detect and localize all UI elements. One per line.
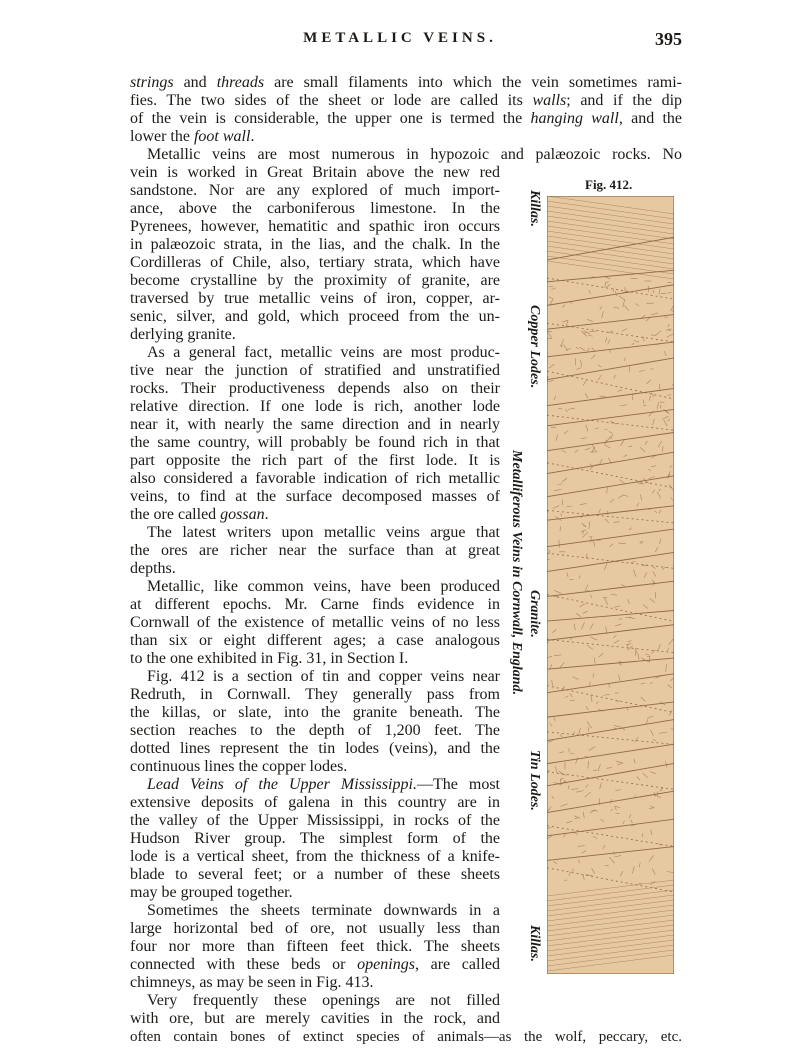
body-line: may be grouped together. (130, 884, 293, 901)
body-line: at different epochs. Mr. Carne finds evidence in (130, 596, 500, 613)
body-line: senic, silver, and gold, which proceed from the un- (130, 308, 500, 325)
body-line: fies. The two sides of the sheet or lode are called its walls; and if the dip (130, 92, 683, 109)
figure-side-title: Metalliferous Veins in Cornwall, England. (509, 450, 524, 696)
body-line: large horizontal bed of ore, not usually less than (130, 920, 500, 937)
body-line: lode is a vertical sheet, from the thickness of a knife- (130, 848, 500, 865)
body-line: become crystalline by the proximity of granite, are (130, 272, 500, 289)
body-line: the killas, or slate, into the granite beneath. The (130, 704, 500, 721)
label-granite: Granite. (527, 590, 542, 638)
body-line: Metallic, like common veins, have been produced (147, 578, 500, 595)
body-line: continuous lines the copper lodes. (130, 758, 348, 775)
body-line: chimneys, as may be seen in Fig. 413. (130, 974, 374, 991)
body-line: tive near the junction of stratified and unstratified (130, 362, 500, 379)
body-line: section reaches to the depth of 1,200 feet. The (130, 722, 500, 739)
body-line: in palæozoic strata, in the lias, and the chalk. In the (130, 236, 500, 253)
body-line: strings and threads are small filaments into which the vein sometimes rami- (130, 74, 682, 91)
body-line: depths. (130, 560, 176, 577)
body-line: the valley of the Upper Mississippi, in rocks of the (130, 812, 500, 829)
body-line: the ore called gossan. (130, 506, 269, 523)
body-line: Pyrenees, however, hematitic and spathic iron occurs (130, 218, 500, 235)
body-line: extensive deposits of galena in this country are in (130, 794, 500, 811)
body-line: traversed by true metallic veins of iron, copper, ar- (130, 290, 500, 307)
label-killas-top: Killas. (527, 190, 542, 227)
running-title: METALLIC VEINS. (303, 30, 497, 46)
body-line: Very frequently these openings are not filled (147, 992, 500, 1009)
section-background (547, 196, 674, 974)
geological-section-figure (547, 196, 674, 974)
label-tin-lodes: Tin Lodes. (527, 750, 542, 811)
body-line: sandstone. Nor are any explored of much import- (130, 182, 500, 199)
body-line: relative direction. If one lode is rich, another lode (130, 398, 500, 415)
body-line: Metallic veins are most numerous in hypozoic and palæozoic rocks. No (147, 146, 682, 163)
body-line: Redruth, in Cornwall. They generally pass from (130, 686, 500, 703)
body-line: to the one exhibited in Fig. 31, in Section I. (130, 650, 409, 667)
body-line: also considered a favorable indication of rich metallic (130, 470, 500, 487)
body-line: Hudson River group. The simplest form of the (130, 830, 500, 847)
body-line: with ore, but are merely cavities in the rock, and (130, 1010, 500, 1027)
body-line: lower the foot wall. (130, 128, 255, 145)
body-line: the same country, will probably be found rich in that (130, 434, 500, 451)
body-line: of the vein is considerable, the upper one is termed the hanging wall, and the (130, 110, 682, 127)
body-line: Fig. 412 is a section of tin and copper veins near (147, 668, 500, 685)
body-line: part opposite the rich part of the first lode. It is (130, 452, 500, 469)
body-line: Lead Veins of the Upper Mississippi.—The most (147, 776, 500, 793)
body-line: Sometimes the sheets terminate downwards in a (147, 902, 500, 919)
body-line: ance, above the carboniferous limestone. In the (130, 200, 500, 217)
body-line: blade to several feet; or a number of these sheets (130, 866, 500, 883)
body-line: vein is worked in Great Britain above the new red (130, 164, 500, 181)
body-line: the ores are richer near the surface than at great (130, 542, 500, 559)
body-line: four nor more than fifteen feet thick. The sheets (130, 938, 500, 955)
body-line: than six or eight different ages; a case analogous (130, 632, 500, 649)
body-line: As a general fact, metallic veins are most produc- (147, 344, 500, 361)
body-line: connected with these beds or openings, are called (130, 956, 500, 973)
body-line: dotted lines represent the tin lodes (veins), and the (130, 740, 500, 757)
body-line: often contain bones of extinct species of animals—as the wolf, peccary, etc. (130, 1029, 682, 1045)
page-number: 395 (655, 29, 682, 49)
body-line: near it, with nearly the same direction and in nearly (130, 416, 500, 433)
body-line: veins, to find at the surface decomposed masses of (130, 488, 500, 505)
body-line: Cordilleras of Chile, also, tertiary strata, which have (130, 254, 500, 271)
body-line: rocks. Their productiveness depends also on their (130, 380, 500, 397)
body-line: derlying granite. (130, 326, 236, 343)
label-killas-bottom: Killas. (527, 925, 542, 962)
body-line: Cornwall of the existence of metallic veins of no less (130, 614, 500, 631)
body-line: The latest writers upon metallic veins argue that (147, 524, 500, 541)
label-copper-lodes: Copper Lodes. (527, 305, 542, 389)
figure-caption: Fig. 412. (585, 177, 633, 192)
